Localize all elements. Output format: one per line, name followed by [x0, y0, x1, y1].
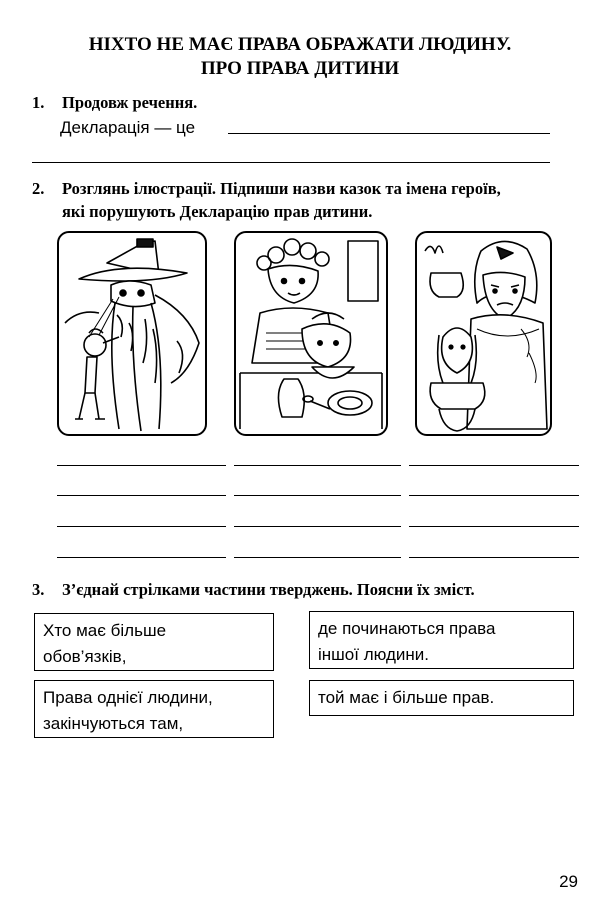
page-title-line2: ПРО ПРАВА ДИТИНИ — [200, 58, 400, 79]
task-1-answer-line-1[interactable] — [228, 133, 550, 134]
task-2-instruction-line2: які порушують Декларацію прав дитини. — [62, 202, 373, 221]
task-2-answer-line-r1-c2[interactable] — [234, 465, 401, 466]
left-statement-2-line1: Права однієї людини, — [43, 688, 213, 707]
right-statement-2-line1: той має і більше прав. — [318, 688, 495, 707]
task-1-instruction: Продовж речення. — [62, 93, 198, 112]
left-statement-box-1[interactable] — [34, 613, 274, 671]
task-3-number: 3. — [32, 580, 45, 599]
right-statement-1-line2: іншої людини. — [318, 645, 430, 664]
left-statement-1-line1: Хто має більше — [43, 621, 167, 640]
page-number: 29 — [559, 872, 578, 891]
task-1-sentence-start: Декларація — це — [60, 118, 196, 137]
task-2-answer-line-r1-c1[interactable] — [57, 465, 226, 466]
task-3-instruction: З’єднай стрілками частини тверджень. Поясни їх зміст. — [62, 580, 475, 599]
right-statement-box-1[interactable] — [309, 611, 574, 669]
task-2-answer-line-r1-c3[interactable] — [409, 465, 579, 466]
task-2-answer-line-r2-c2[interactable] — [234, 495, 401, 496]
task-2-answer-line-r3-c3[interactable] — [409, 526, 579, 527]
task-2-instruction-line1: Розглянь ілюстрації. Підпиши назви казок та імена героїв, — [62, 179, 501, 198]
wizard-drawing — [59, 233, 205, 434]
girls-at-table-illustration — [234, 231, 388, 436]
right-statement-1-line1: де починаються права — [318, 619, 496, 638]
task-1-number: 1. — [32, 93, 45, 112]
left-statement-box-2[interactable] — [34, 680, 274, 738]
wizard-with-puppet-illustration — [57, 231, 207, 436]
stepmother-drawing — [417, 233, 550, 434]
task-2-answer-line-r3-c1[interactable] — [57, 526, 226, 527]
left-statement-2-line2: закінчуються там, — [43, 714, 184, 733]
task-2-answer-line-r2-c1[interactable] — [57, 495, 226, 496]
page-title-line1: НІХТО НЕ МАЄ ПРАВА ОБРАЖАТИ ЛЮДИНУ. — [88, 34, 512, 55]
task-2-answer-line-r2-c3[interactable] — [409, 495, 579, 496]
task-2-number: 2. — [32, 179, 45, 198]
task-2-answer-line-r4-c2[interactable] — [234, 557, 401, 558]
right-statement-box-2[interactable] — [309, 680, 574, 716]
task-2-answer-line-r4-c1[interactable] — [57, 557, 226, 558]
left-statement-1-line2: обов’язків, — [43, 647, 127, 666]
task-1-answer-line-2[interactable] — [32, 162, 550, 163]
task-2-answer-line-r4-c3[interactable] — [409, 557, 579, 558]
task-2-answer-line-r3-c2[interactable] — [234, 526, 401, 527]
girls-drawing — [236, 233, 386, 434]
stepmother-and-girl-illustration — [415, 231, 552, 436]
